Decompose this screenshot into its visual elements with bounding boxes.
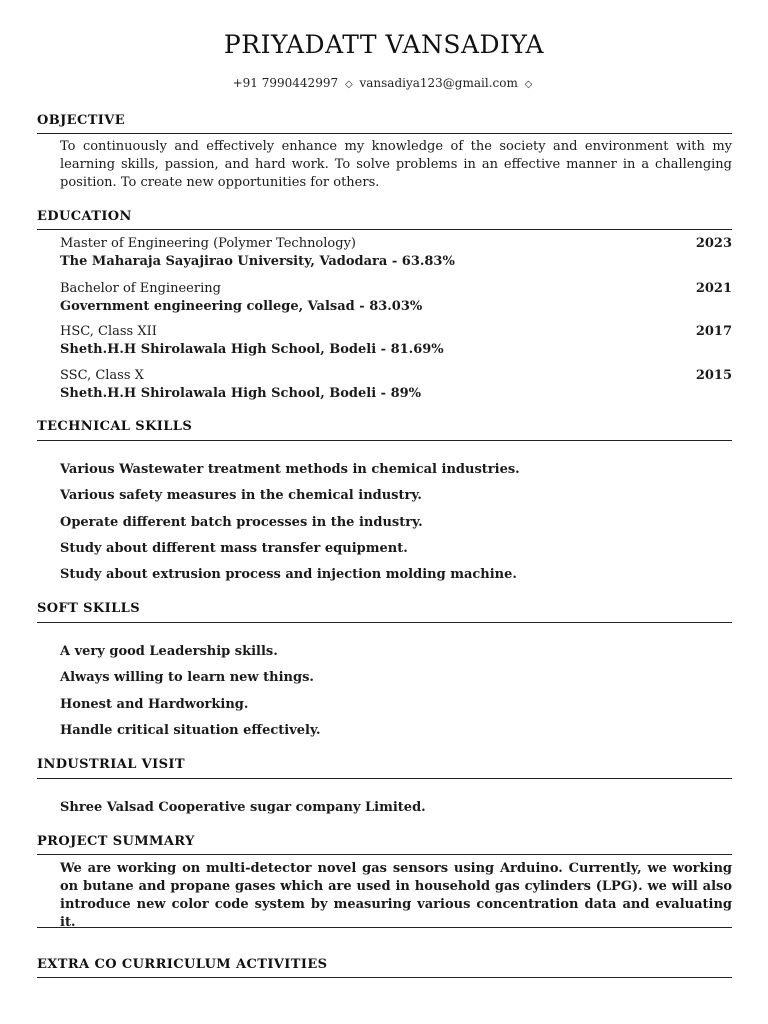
diamond-separator-icon: ◇: [524, 79, 533, 90]
phone-number: +91 7990442997: [232, 76, 339, 90]
industrial-visit-item: Shree Valsad Cooperative sugar company Limited.: [60, 800, 426, 815]
technical-skill-item: Study about different mass transfer equipment.: [60, 541, 408, 556]
objective-text: To continuously and effectively enhance my knowledge of the society and environment with my learning skills, passion, and hard work. To solve problems in an effective manner in a challenging position. To create new opportunities for others.: [60, 139, 732, 190]
section-divider: [37, 778, 732, 779]
degree-name: HSC, Class XII: [60, 324, 157, 339]
section-title-technical-skills: TECHNICAL SKILLS: [37, 419, 193, 434]
graduation-year: 2015: [695, 368, 732, 383]
institution-name: Sheth.H.H Shirolawala High School, Bodeli - 81.69%: [60, 342, 444, 357]
graduation-year: 2023: [695, 236, 732, 251]
section-title-extra-curricular: EXTRA CO CURRICULUM ACTIVITIES: [37, 957, 328, 972]
degree-name: SSC, Class X: [60, 368, 144, 383]
email-address: vansadiya123@gmail.com: [359, 76, 518, 90]
soft-skill-item: A very good Leadership skills.: [60, 644, 278, 659]
soft-skill-item: Always willing to learn new things.: [60, 670, 314, 685]
project-summary-text: We are working on multi-detector novel gas sensors using Arduino. Currently, we working on butane and propane gases which are used in household gas cylinders (LPG). we will also introduce new color code system by measuring various concentration data and evaluating it.: [60, 861, 732, 930]
section-divider: [37, 440, 732, 441]
education-entry: [60, 280, 732, 316]
section-divider: [37, 622, 732, 623]
education-entry: [60, 235, 732, 271]
institution-name: The Maharaja Sayajirao University, Vadodara - 63.83%: [60, 254, 455, 269]
technical-skill-item: Various safety measures in the chemical industry.: [60, 488, 422, 503]
section-divider: [37, 927, 732, 928]
candidate-name: PRIYADATT VANSADIYA: [223, 30, 545, 59]
section-divider: [37, 854, 732, 855]
degree-name: Bachelor of Engineering: [60, 281, 221, 296]
degree-name: Master of Engineering (Polymer Technology): [60, 236, 356, 251]
section-divider: [37, 133, 732, 134]
section-divider: [37, 229, 732, 230]
institution-name: Sheth.H.H Shirolawala High School, Bodeli - 89%: [60, 386, 422, 401]
education-entry: [60, 323, 732, 359]
section-divider: [37, 977, 732, 978]
institution-name: Government engineering college, Valsad - 83.03%: [60, 299, 423, 314]
graduation-year: 2017: [695, 324, 732, 339]
contact-line: [0, 76, 768, 90]
soft-skill-item: Honest and Hardworking.: [60, 697, 249, 712]
section-title-industrial-visit: INDUSTRIAL VISIT: [37, 757, 185, 772]
education-entry: [60, 367, 732, 403]
section-title-project-summary: PROJECT SUMMARY: [37, 834, 195, 849]
section-title-objective: OBJECTIVE: [37, 113, 126, 128]
technical-skill-item: Operate different batch processes in the industry.: [60, 515, 423, 530]
section-title-soft-skills: SOFT SKILLS: [37, 601, 140, 616]
technical-skill-item: Study about extrusion process and injection molding machine.: [60, 567, 517, 582]
technical-skill-item: Various Wastewater treatment methods in chemical industries.: [60, 462, 520, 477]
section-title-education: EDUCATION: [37, 209, 132, 224]
diamond-separator-icon: ◇: [344, 79, 353, 90]
graduation-year: 2021: [695, 281, 732, 296]
soft-skill-item: Handle critical situation effectively.: [60, 723, 321, 738]
